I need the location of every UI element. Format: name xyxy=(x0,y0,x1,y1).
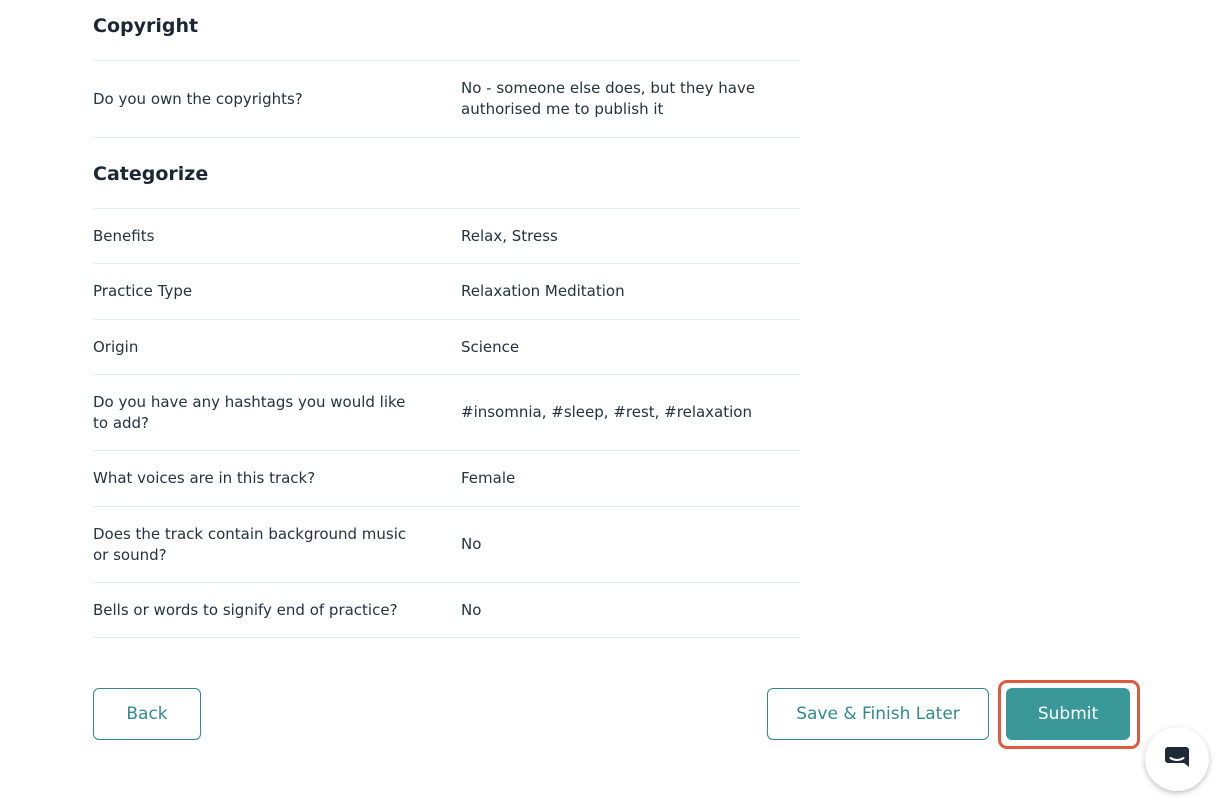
review-row-hashtags xyxy=(93,375,800,451)
row-label: Do you have any hashtags you would like to add? xyxy=(93,392,406,432)
row-label: Origin xyxy=(93,337,139,356)
row-value: No - someone else does, but they have authorised me to publish it xyxy=(461,79,756,118)
row-label: Bells or words to signify end of practice? xyxy=(93,600,398,619)
review-row-background-music xyxy=(93,507,800,583)
chat-widget-button[interactable] xyxy=(1145,727,1209,791)
review-row-end-signal xyxy=(93,583,800,638)
row-value: Relaxation Meditation xyxy=(461,282,625,300)
review-content xyxy=(93,0,800,638)
back-button[interactable]: Back xyxy=(93,688,201,740)
row-value: No xyxy=(461,600,482,619)
review-row-origin xyxy=(93,320,800,375)
row-label: Benefits xyxy=(93,226,155,245)
review-row-copyright-ownership xyxy=(93,61,800,138)
row-label: Does the track contain background music or sound? xyxy=(93,524,407,564)
row-value: #insomnia, #sleep, #rest, #relaxation xyxy=(461,403,752,421)
row-value: Female xyxy=(461,469,516,487)
chat-icon xyxy=(1164,746,1190,772)
review-row-practice-type xyxy=(93,264,800,320)
row-value: Science xyxy=(461,337,520,356)
submit-button[interactable]: Submit xyxy=(1006,688,1130,740)
copyright-section-title: Copyright xyxy=(93,0,800,61)
review-row-benefits xyxy=(93,209,800,264)
row-label: Do you own the copyrights? xyxy=(93,89,303,108)
row-label: What voices are in this track? xyxy=(93,469,316,487)
row-value: Relax, Stress xyxy=(461,226,558,245)
categorize-section-title: Categorize xyxy=(93,138,800,209)
save-finish-later-button[interactable]: Save & Finish Later xyxy=(767,688,989,740)
row-label: Practice Type xyxy=(93,282,193,300)
review-row-voices xyxy=(93,451,800,507)
row-value: No xyxy=(461,535,482,553)
